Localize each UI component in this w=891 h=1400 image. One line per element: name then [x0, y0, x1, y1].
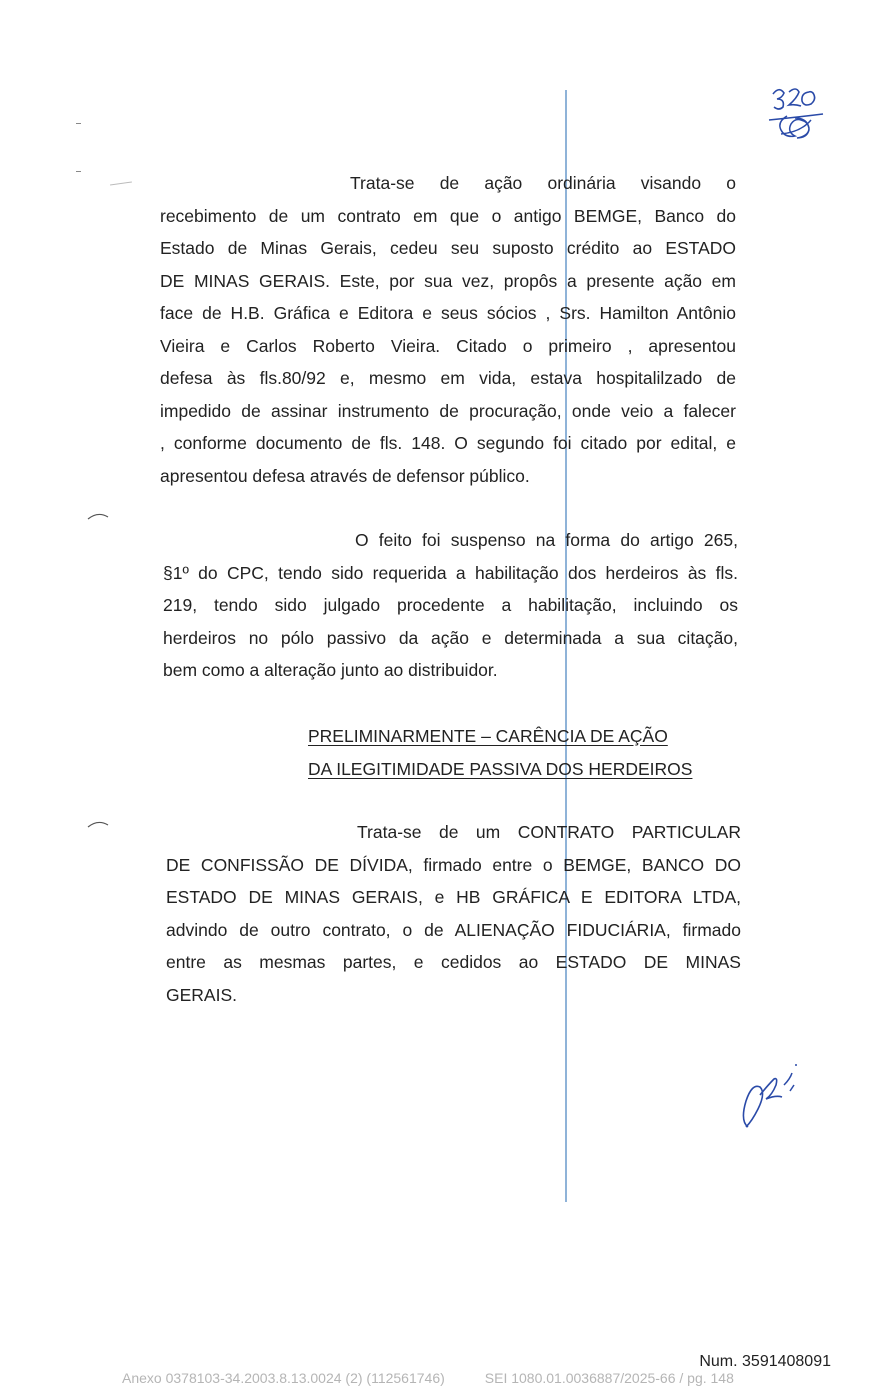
paragraph-line: O feito foi suspenso na forma do artigo 265,: [355, 530, 738, 550]
paragraph-line: Estado de Minas Gerais, cedeu seu suposto crédito ao ESTADO: [160, 238, 736, 258]
sei-reference: SEI 1080.01.0036887/2025-66 / pg. 148: [484, 1370, 734, 1386]
paragraph-line: 219, tendo sido julgado procedente a habilitação, incluindo os: [163, 595, 738, 615]
paragraph-line: GERAIS.: [166, 984, 237, 1005]
scan-mark-dash: [110, 181, 132, 185]
document-number: Num. 3591408091: [699, 1353, 831, 1370]
handwritten-signature: [738, 1055, 808, 1140]
paragraph-line: entre as mesmas partes, e cedidos ao ESTADO DE MINAS: [166, 952, 741, 972]
footer-reference: [122, 1370, 734, 1386]
paragraph-line: Vieira e Carlos Roberto Vieira. Citado o primeiro , apresentou: [160, 335, 736, 356]
paragraph-line: advindo de outro contrato, o de ALIENAÇÃO FIDUCIÁRIA, firmado: [166, 919, 741, 940]
paragraph-line: herdeiros no pólo passivo da ação e determinada a sua citação,: [163, 627, 738, 648]
paragraph-line: defesa às fls.80/92 e, mesmo em vida, estava hospitalilzado de: [160, 368, 736, 388]
annex-reference: Anexo 0378103-34.2003.8.13.0024 (2) (112561746): [122, 1370, 445, 1386]
paragraph-line: DE CONFISSÃO DE DÍVIDA, firmado entre o BEMGE, BANCO DO: [166, 854, 741, 875]
handwritten-page-number-stamp: [765, 84, 835, 154]
paragraph-1: [160, 167, 736, 492]
paragraph-line: , conforme documento de fls. 148. O segundo foi citado por edital, e: [160, 433, 736, 453]
punch-hole-mark: [86, 816, 110, 834]
paragraph-3: [166, 816, 741, 1011]
paragraph-line: §1º do CPC, tendo sido requerida a habilitação dos herdeiros às fls.: [163, 562, 738, 583]
paragraph-line: bem como a alteração junto ao distribuidor.: [163, 660, 498, 680]
paragraph-line: DE MINAS GERAIS. Este, por sua vez, propôs a presente ação em: [160, 270, 736, 291]
paragraph-line: face de H.B. Gráfica e Editora e seus sócios , Srs. Hamilton Antônio: [160, 303, 736, 323]
heading-line-1: PRELIMINARMENTE – CARÊNCIA DE AÇÃO: [308, 726, 668, 746]
scan-mark-dash: [76, 171, 81, 172]
paragraph-line: recebimento de um contrato em que o antigo BEMGE, Banco do: [160, 205, 736, 226]
scan-mark-dash: [76, 123, 81, 124]
paragraph-line: ESTADO DE MINAS GERAIS, e HB GRÁFICA E EDITORA LTDA,: [166, 887, 741, 907]
paragraph-line: apresentou defesa através de defensor público.: [160, 465, 530, 486]
paragraph-line: impedido de assinar instrumento de procuração, onde veio a falecer: [160, 400, 736, 421]
section-heading: [308, 720, 692, 786]
punch-hole-mark: [86, 508, 110, 526]
paragraph-line: Trata-se de ação ordinária visando o: [350, 173, 736, 193]
heading-line-2: DA ILEGITIMIDADE PASSIVA DOS HERDEIROS: [308, 759, 693, 779]
paragraph-line: Trata-se de um CONTRATO PARTICULAR: [357, 822, 741, 842]
paragraph-2: [163, 524, 738, 687]
